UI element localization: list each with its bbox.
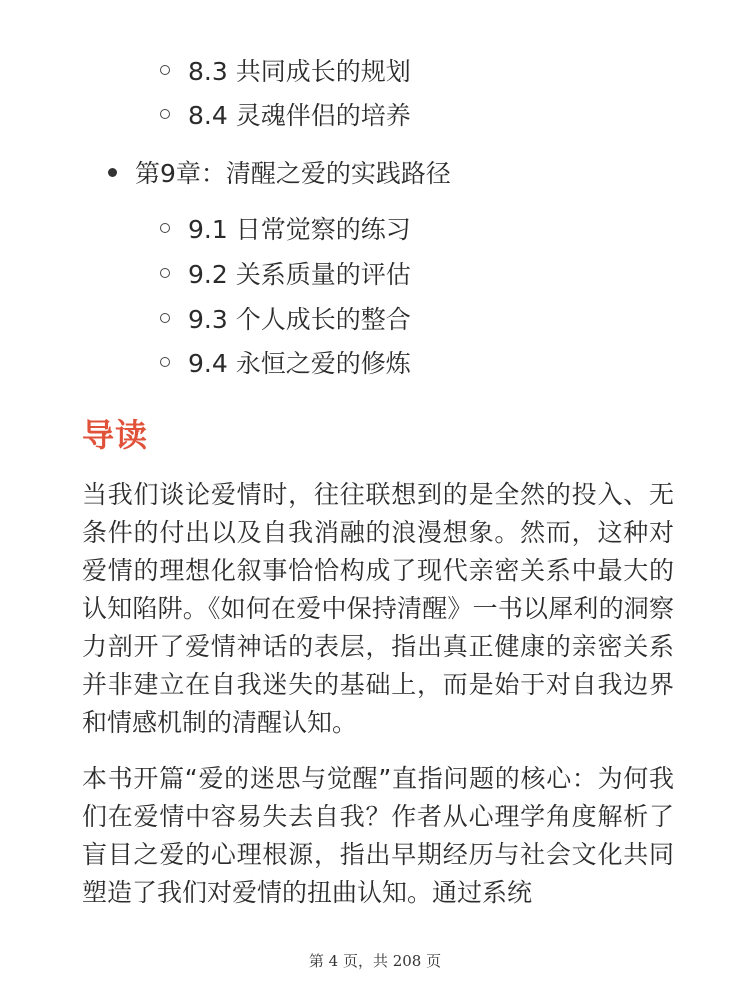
toc-subitem-label: 9.4 永恒之爱的修炼 <box>188 349 411 378</box>
circle-bullet-icon <box>160 268 170 278</box>
toc-subitem-9-4 <box>160 340 411 384</box>
toc-chapter-label: 第9章：清醒之爱的实践路径 <box>135 159 451 188</box>
toc-subitem-label: 9.1 日常觉察的练习 <box>188 215 411 244</box>
toc-subitem-label: 8.4 灵魂伴侣的培养 <box>188 101 411 130</box>
circle-bullet-icon <box>160 109 170 119</box>
toc-subitem-8-3 <box>160 48 411 92</box>
toc-subitem-9-1 <box>160 206 411 250</box>
toc-subitem-label: 9.2 关系质量的评估 <box>188 260 411 289</box>
toc-subitem-label: 9.3 个人成长的整合 <box>188 305 411 334</box>
section-heading: 导读 <box>82 416 149 454</box>
circle-bullet-icon <box>160 65 170 75</box>
toc-subitem-8-4 <box>160 92 411 136</box>
intro-paragraph-2: 本书开篇“爱的迷思与觉醒”直指问题的核心：为何我们在爱情中容易失去自我？作者从心理学角度解析了盲目之爱的心理根源，指出早期经历与社会文化共同塑造了我们对爱情的扭曲认知。通过系统 <box>82 764 674 907</box>
page-number: 第 4 页，共 208 页 <box>308 952 442 970</box>
toc-subitem-9-2 <box>160 251 411 295</box>
intro-paragraph-1: 当我们谈论爱情时，往往联想到的是全然的投入、无条件的付出以及自我消融的浪漫想象。然而，这种对爱情的理想化叙事恰恰构成了现代亲密关系中最大的认知陷阱。《如何在爱中保持清醒》一书以犀利的洞察力剖开了爱情神话的表层，指出真正健康的亲密关系并非建立在自我迷失的基础上，而是始于对自我边界和情感机制的清醒认知。 <box>82 480 674 737</box>
toc-subitem-label: 8.3 共同成长的规划 <box>188 57 411 86</box>
disc-bullet-icon <box>108 168 117 177</box>
circle-bullet-icon <box>160 357 170 367</box>
toc-subitem-9-3 <box>160 296 411 340</box>
toc-chapter-9 <box>108 150 451 194</box>
circle-bullet-icon <box>160 313 170 323</box>
circle-bullet-icon <box>160 223 170 233</box>
